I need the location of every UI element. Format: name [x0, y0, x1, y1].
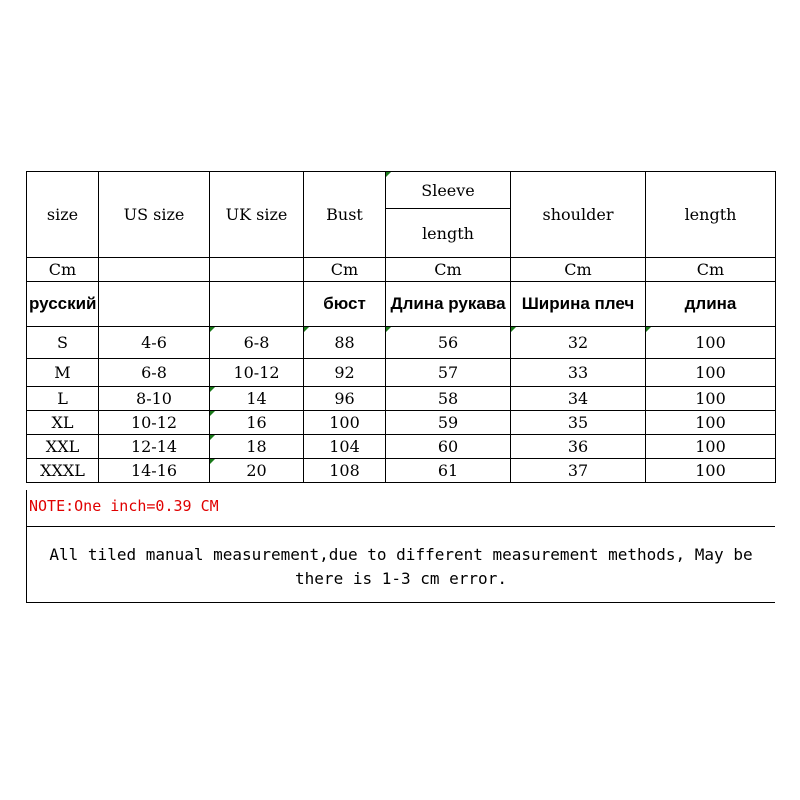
header-length: length [646, 172, 776, 258]
disclaimer-line-2: there is 1-3 cm error. [295, 569, 507, 588]
unit-shoulder: Cm [511, 258, 646, 282]
disclaimer-line-1: All tiled manual measurement,due to different measurement methods, May be [49, 545, 753, 564]
cell-sleeve: 59 [386, 411, 511, 435]
cell-sleeve: 56 [386, 327, 511, 359]
cell-bust: 92 [304, 359, 386, 387]
cell-size: L [27, 387, 99, 411]
header-size: size [27, 172, 99, 258]
table-row [27, 359, 776, 387]
cell-bust: 104 [304, 435, 386, 459]
cell-length: 100 [646, 387, 776, 411]
cell-us: 12-14 [99, 435, 210, 459]
ru-bust: бюст [304, 282, 386, 327]
table-row [27, 387, 776, 411]
note-text: NOTE:One inch=0.39 CM [29, 497, 219, 515]
cell-uk: 20 [210, 459, 304, 483]
unit-bust: Cm [304, 258, 386, 282]
table-row [27, 327, 776, 359]
cell-bust: 108 [304, 459, 386, 483]
header-uk-size: UK size [210, 172, 304, 258]
cell-us: 14-16 [99, 459, 210, 483]
cell-shoulder: 37 [511, 459, 646, 483]
measurement-disclaimer [26, 526, 775, 603]
unit-us-size [99, 258, 210, 282]
table-row [27, 459, 776, 483]
note-box [26, 490, 775, 526]
header-bust: Bust [304, 172, 386, 258]
cell-size: XXL [27, 435, 99, 459]
cell-uk: 14 [210, 387, 304, 411]
cell-shoulder: 36 [511, 435, 646, 459]
ru-us-size [99, 282, 210, 327]
cell-us: 4-6 [99, 327, 210, 359]
unit-sleeve: Cm [386, 258, 511, 282]
cell-bust: 100 [304, 411, 386, 435]
cell-sleeve: 58 [386, 387, 511, 411]
cell-length: 100 [646, 411, 776, 435]
cell-size: S [27, 327, 99, 359]
ru-sleeve: Длина рукава [386, 282, 511, 327]
cell-us: 6-8 [99, 359, 210, 387]
cell-us: 10-12 [99, 411, 210, 435]
unit-uk-size [210, 258, 304, 282]
cell-shoulder: 33 [511, 359, 646, 387]
cell-length: 100 [646, 359, 776, 387]
table-row [27, 411, 776, 435]
header-sleeve-top: Sleeve [386, 172, 511, 209]
header-shoulder: shoulder [511, 172, 646, 258]
cell-uk: 18 [210, 435, 304, 459]
cell-uk: 6-8 [210, 327, 304, 359]
cell-uk: 16 [210, 411, 304, 435]
header-us-size: US size [99, 172, 210, 258]
ru-size: русский [27, 282, 99, 327]
cell-bust: 88 [304, 327, 386, 359]
cell-length: 100 [646, 459, 776, 483]
cell-sleeve: 57 [386, 359, 511, 387]
cell-shoulder: 32 [511, 327, 646, 359]
cell-length: 100 [646, 327, 776, 359]
cell-size: M [27, 359, 99, 387]
unit-size: Cm [27, 258, 99, 282]
russian-row [27, 282, 776, 327]
ru-length: длина [646, 282, 776, 327]
cell-size: XXXL [27, 459, 99, 483]
header-row [27, 172, 776, 209]
cell-size: XL [27, 411, 99, 435]
cell-sleeve: 60 [386, 435, 511, 459]
ru-shoulder: Ширина плеч [511, 282, 646, 327]
cell-shoulder: 35 [511, 411, 646, 435]
cell-uk: 10-12 [210, 359, 304, 387]
table-row [27, 435, 776, 459]
cell-shoulder: 34 [511, 387, 646, 411]
cell-length: 100 [646, 435, 776, 459]
cell-sleeve: 61 [386, 459, 511, 483]
unit-length: Cm [646, 258, 776, 282]
header-sleeve-bottom: length [386, 209, 511, 258]
units-row [27, 258, 776, 282]
cell-us: 8-10 [99, 387, 210, 411]
ru-uk-size [210, 282, 304, 327]
cell-bust: 96 [304, 387, 386, 411]
size-chart-table [26, 171, 776, 483]
